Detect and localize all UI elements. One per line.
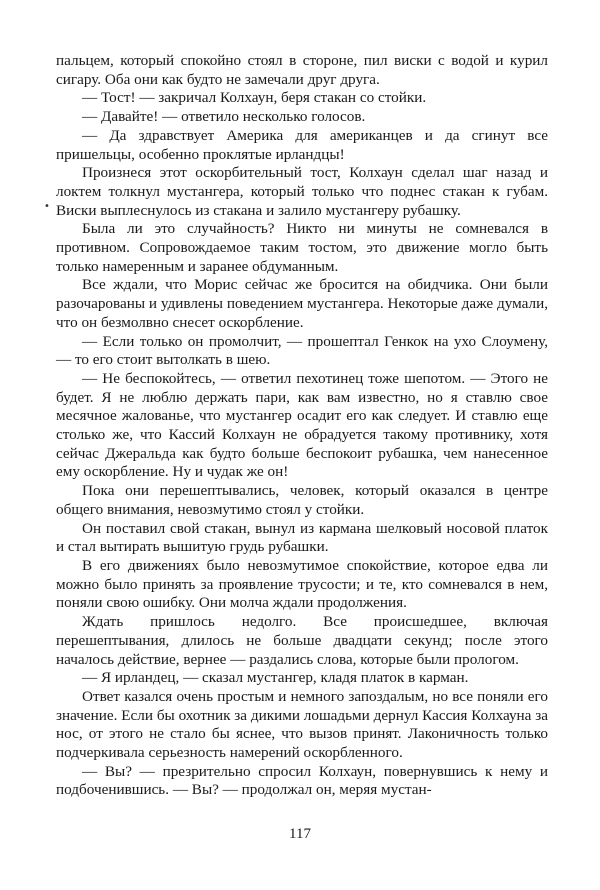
paragraph-12: В его движениях было невозмутимое спокойствие, которое едва ли можно было принять за проявление трусости; и те, кто сомневался в нем, поняли свою ошибку. Они молча ждали продолжения. xyxy=(56,556,548,612)
paragraph-4: — Да здравствует Америка для американцев и да сгинут все пришельцы, особенно проклятые ирландцы! xyxy=(56,126,548,163)
paragraph-16: — Вы? — презрительно спросил Колхаун, повернувшись к нему и подбоченившись. — Вы? — продолжал он, меряя мустан- xyxy=(56,762,548,799)
margin-dot-mark: • xyxy=(44,201,50,212)
paragraph-13: Ждать пришлось недолго. Все происшедшее, включая перешептывания, длилось не больше двадцати секунд; после этого началось действие, вернее — раздались слова, которые были прологом. xyxy=(56,613,548,668)
paragraph-8: — Если только он промолчит, — прошептал Генкок на ухо Слоумену, — то его стоит вытолкать в шею. xyxy=(56,332,548,369)
paragraph-5: Произнеся этот оскорбительный тост, Колхаун сделал шаг назад и локтем толкнул мустангера, который только что поднес стакан к губам. Виски выплеснулось из стакана и залило мустангеру рубашку. xyxy=(56,164,548,219)
paragraph-6: Была ли это случайность? Никто ни минуты не сомневался в противном. Сопровождаемое таким тостом, это движение могло быть только намеренным и заранее обдуманным. xyxy=(56,220,548,275)
paragraph-10: Пока они перешептывались, человек, который оказался в центре общего внимания, невозмутимо стоял у стойки. xyxy=(56,482,548,518)
paragraph-1: пальцем, который спокойно стоял в стороне, пил виски с водой и курил сигару. Оба они как будто не замечали друг друга. xyxy=(56,52,548,88)
paragraph-7: Все ждали, что Морис сейчас же бросится на обидчика. Они были разочарованы и удивлены поведением мустангера. Некоторые даже думали, что он безмолвно снесет оскорбление. xyxy=(56,276,548,331)
body-text xyxy=(56,52,548,800)
paragraph-2: — Тост! — закричал Колхаун, беря стакан со стойки. xyxy=(82,89,427,107)
paragraph-14: — Я ирландец, — сказал мустангер, кладя платок в карман. xyxy=(82,669,469,687)
paragraph-9: — Не беспокойтесь, — ответил пехотинец тоже шепотом. — Этого не будет. Я не люблю держать пари, как вам известно, но я ставлю свое месячное жалованье, что мустангер осадит его как следует. И ставлю еще столько же, что Кассий Колхаун не обрадуется такому противнику, хотя сейчас Джеральда как будто больше беспокоит рубашка, чем нанесенное ему оскорбление. Ну и чудак же он! xyxy=(56,369,548,481)
paragraph-15: Ответ казался очень простым и немного запоздалым, но все поняли его значение. Если бы охотник за дикими лошадьми дернул Кассия Колхауна за нос, от этого не стало бы яснее, что вызов принят. Лаконичность только подчеркивала серьезность намерений оскорбленного. xyxy=(56,687,548,762)
page-number: 117 xyxy=(289,826,311,842)
paragraph-11: Он поставил свой стакан, вынул из кармана шелковый носовой платок и стал вытирать вышитую грудь рубашки. xyxy=(56,519,548,556)
paragraph-3: — Давайте! — ответило несколько голосов. xyxy=(82,108,366,126)
